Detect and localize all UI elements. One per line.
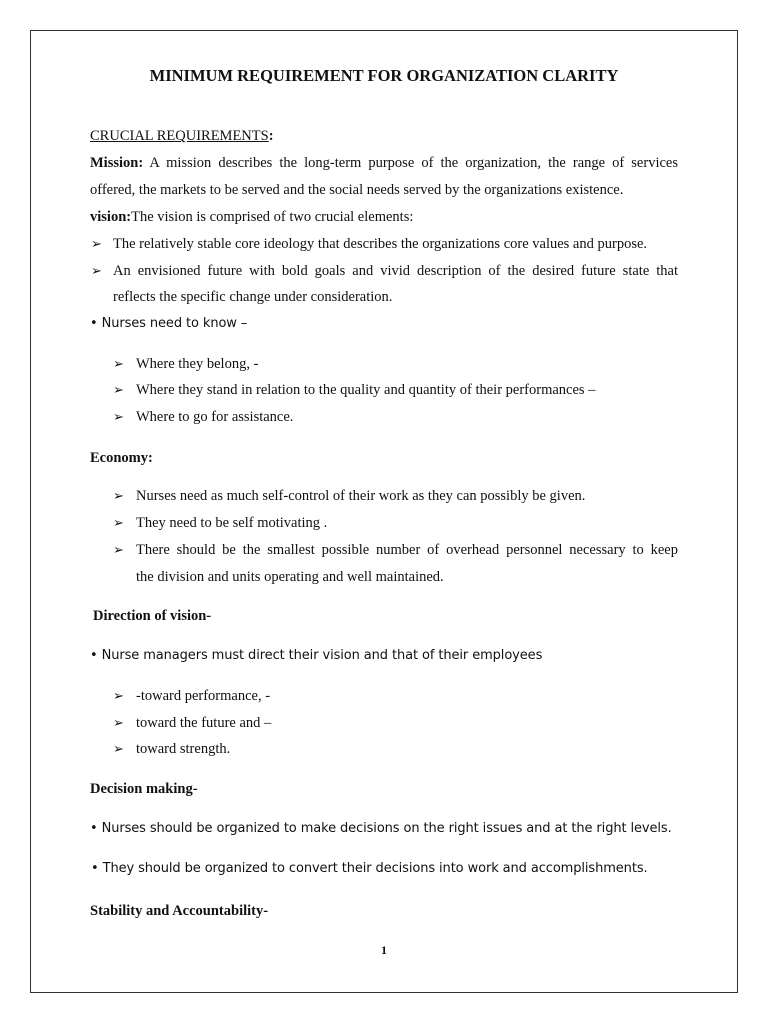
economy-heading: Economy: — [90, 450, 153, 466]
vision-bullet-2-continued: reflects the specific change under consideration. — [113, 289, 393, 305]
economy-item-2: They need to be self motivating . — [136, 515, 328, 531]
arrow-bullet-icon: ➢ — [91, 263, 102, 278]
direction-item-2: toward the future and – — [136, 715, 272, 731]
know-item-2: Where they stand in relation to the quality and quantity of their performances – — [136, 382, 596, 398]
direction-intro: • Nurse managers must direct their vision and that of their employees — [90, 648, 543, 663]
mission-paragraph-line-1: Mission: A mission describes the long-term purpose of the organization, the range of services — [90, 155, 678, 171]
arrow-bullet-icon: ➢ — [113, 515, 124, 530]
decision-making-heading: Decision making- — [90, 781, 198, 797]
arrow-bullet-icon: ➢ — [113, 409, 124, 424]
direction-of-vision-heading: Direction of vision- — [93, 608, 212, 624]
economy-item-3: There should be the smallest possible number of overhead personnel necessary to keep — [136, 542, 678, 558]
vision-paragraph: vision:The vision is comprised of two crucial elements: — [90, 209, 414, 225]
page-border — [30, 30, 738, 993]
arrow-bullet-icon: ➢ — [113, 715, 124, 730]
page-number: 1 — [381, 943, 387, 957]
direction-item-3: toward strength. — [136, 741, 231, 757]
decision-line-2: • They should be organized to convert their decisions into work and accomplishments. — [91, 861, 648, 876]
arrow-bullet-icon: ➢ — [113, 382, 124, 397]
arrow-bullet-icon: ➢ — [91, 236, 102, 251]
vision-bullet-2: An envisioned future with bold goals and vivid description of the desired future state that — [113, 263, 678, 279]
arrow-bullet-icon: ➢ — [113, 356, 124, 371]
decision-line-1: • Nurses should be organized to make decisions on the right issues and at the right levels. — [90, 821, 672, 836]
nurses-need-to-know: • Nurses need to know – — [90, 316, 248, 331]
direction-item-1: -toward performance, - — [136, 688, 271, 704]
arrow-bullet-icon: ➢ — [113, 741, 124, 756]
page-title: MINIMUM REQUIREMENT FOR ORGANIZATION CLARITY — [149, 66, 619, 85]
know-item-1: Where they belong, - — [136, 356, 259, 372]
arrow-bullet-icon: ➢ — [113, 488, 124, 503]
crucial-requirements-heading: CRUCIAL REQUIREMENTS: — [90, 128, 274, 144]
mission-paragraph-line-2: offered, the markets to be served and the social needs served by the organizations existence. — [90, 182, 624, 198]
arrow-bullet-icon: ➢ — [113, 688, 124, 703]
arrow-bullet-icon: ➢ — [113, 542, 124, 557]
know-item-3: Where to go for assistance. — [136, 409, 294, 425]
stability-heading: Stability and Accountability- — [90, 903, 269, 919]
economy-item-3-continued: the division and units operating and well maintained. — [136, 569, 444, 585]
economy-item-1: Nurses need as much self-control of their work as they can possibly be given. — [136, 488, 586, 504]
vision-bullet-1: The relatively stable core ideology that describes the organizations core values and purpose. — [113, 236, 648, 252]
